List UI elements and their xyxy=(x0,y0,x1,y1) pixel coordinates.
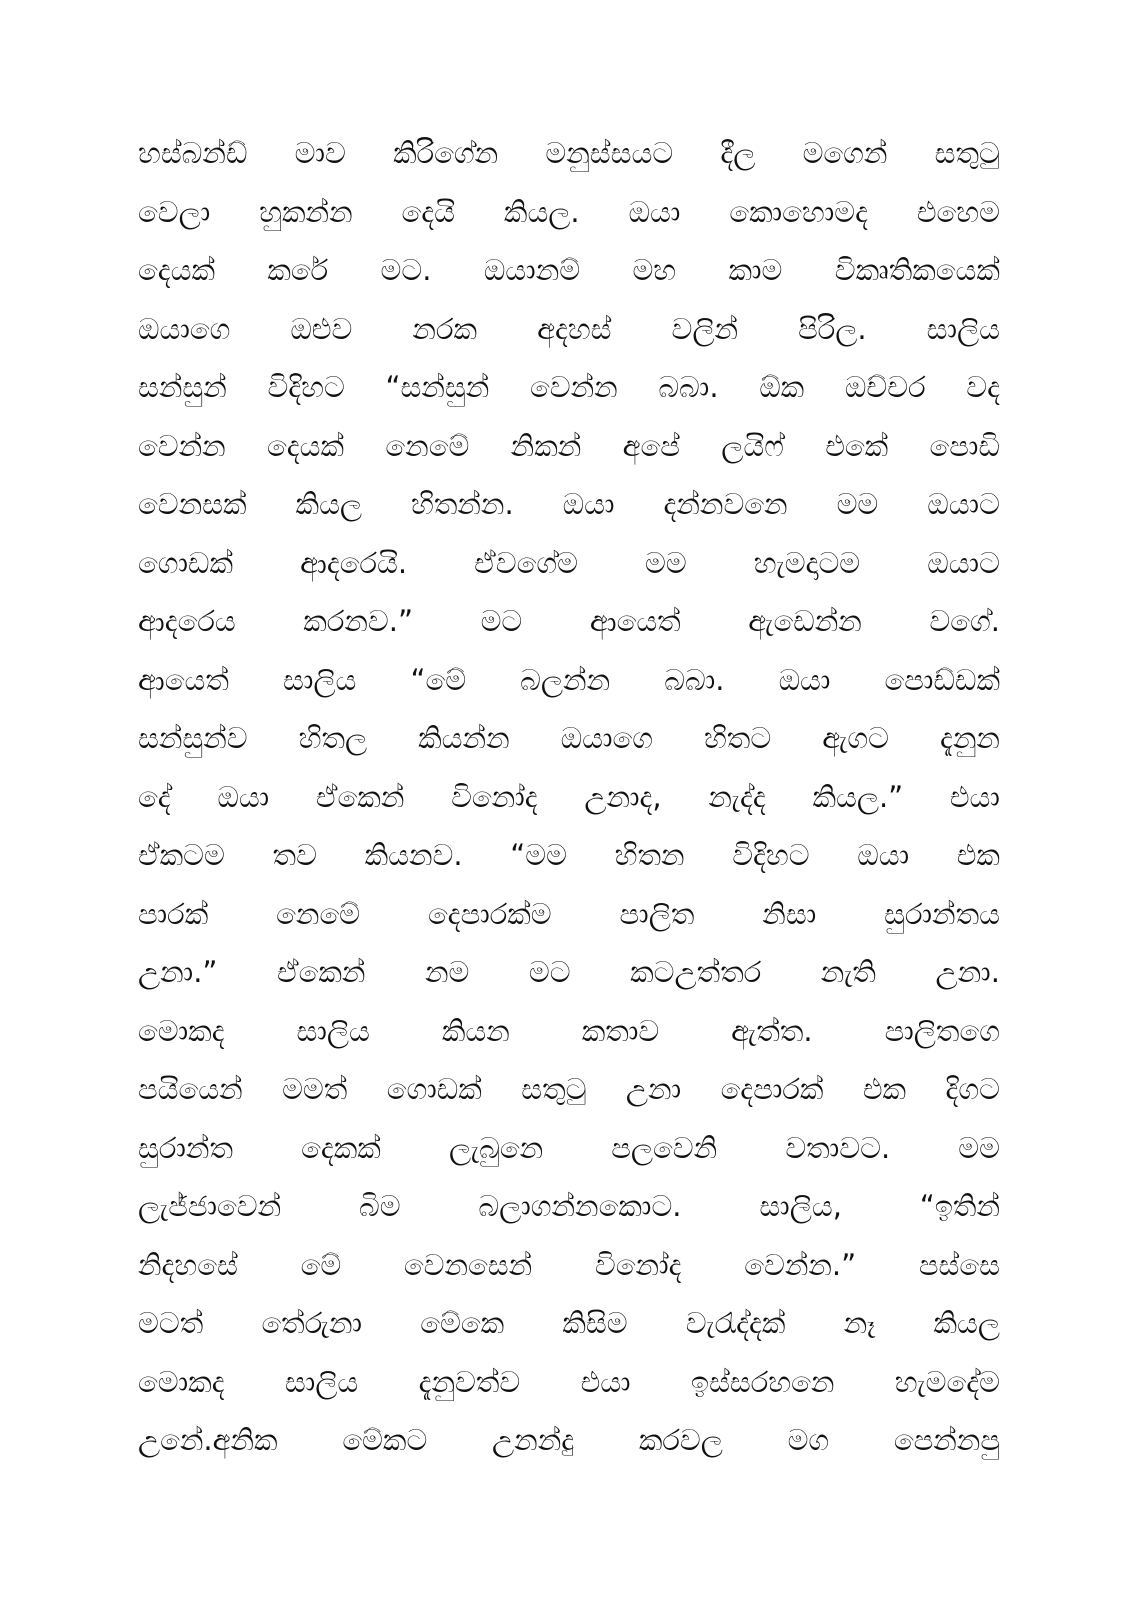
text-line xyxy=(138,780,1000,839)
word: ඔයානම් xyxy=(483,253,581,287)
text-line xyxy=(138,1248,1000,1307)
word: ඔයා xyxy=(217,779,270,814)
word: සන්සුන්ව xyxy=(138,721,248,755)
word: පලවෙනි xyxy=(611,1130,718,1165)
word: කියල. xyxy=(503,194,580,229)
word: ඔයා xyxy=(562,487,615,521)
text-line xyxy=(138,1423,1000,1482)
word: ඒවගේම xyxy=(474,545,578,580)
word: කියනව. xyxy=(364,838,463,872)
word: හිතන xyxy=(614,838,685,872)
word: මොකද xyxy=(138,1364,225,1399)
word: බලාගන්නකොට. xyxy=(478,1189,682,1223)
text-line xyxy=(138,955,1000,1014)
word: ඔයාට xyxy=(927,545,1000,580)
word: ඔයා xyxy=(628,194,681,229)
word: වෙන්න.” xyxy=(744,1247,857,1282)
word: හස්බන්ඩ් xyxy=(138,136,248,170)
word: ඒකටම xyxy=(138,838,225,872)
word: මොකද xyxy=(138,1013,225,1048)
word: කියන්න xyxy=(418,721,510,755)
word: වෙලා xyxy=(138,194,211,229)
word: ඔයා xyxy=(778,662,831,697)
word: හිතට xyxy=(703,721,772,755)
word: මග xyxy=(787,1423,830,1457)
word: දැනුවත්ව xyxy=(418,1364,521,1399)
word: පොඩ්ඩක් xyxy=(884,662,1000,697)
word: නෙමේ xyxy=(385,428,470,463)
word: ඒකෙන් xyxy=(315,779,405,814)
word: මම xyxy=(836,487,879,521)
word: වද xyxy=(966,370,1000,404)
word: හැමදේම xyxy=(894,1364,1000,1399)
word: පාරක් xyxy=(138,896,209,931)
word: සාලිය xyxy=(926,311,1000,346)
word: මට xyxy=(480,604,523,638)
word: සාලිය xyxy=(282,662,357,697)
word: වෙනසක් xyxy=(138,487,247,521)
word: සාලිය xyxy=(296,1013,370,1048)
word: මම xyxy=(645,545,687,580)
text-line xyxy=(138,1131,1000,1190)
word: තේරුනා xyxy=(261,1306,363,1340)
word: විදිහට xyxy=(267,370,345,404)
word: එකේ xyxy=(825,428,889,463)
word: මට. xyxy=(380,253,432,287)
word: එක xyxy=(956,838,1000,872)
word: කියන xyxy=(441,1013,510,1048)
word: එයා xyxy=(580,1364,631,1399)
word: කටඋත්තර xyxy=(630,955,762,989)
word: මහ xyxy=(632,253,677,287)
word: දෙපාරක්ම xyxy=(427,896,552,931)
word: ආයෙත් xyxy=(138,662,229,697)
word: ලැජ්ජාවෙන් xyxy=(138,1189,282,1223)
word: නරක xyxy=(412,311,478,346)
word: මනුස්සයට xyxy=(545,136,674,170)
word: ඇගට xyxy=(822,721,889,755)
word: උනන්දු xyxy=(492,1423,575,1457)
word: කරවල xyxy=(638,1423,723,1457)
word: වෙන්න xyxy=(529,370,618,404)
word: වෙනසෙන් xyxy=(403,1247,533,1282)
word: නිකන් xyxy=(510,428,582,463)
word: කියල xyxy=(295,487,363,521)
word: ඇඩෙන්න xyxy=(748,604,862,638)
word: කරේ xyxy=(267,253,329,287)
word: දන්නවනෙ xyxy=(663,487,788,521)
word: පාලිත xyxy=(619,896,695,931)
word: නිදහසේ xyxy=(138,1247,238,1282)
word: උනාද, xyxy=(584,779,662,814)
word: ඔයා xyxy=(857,838,910,872)
word: පයියෙන් xyxy=(138,1072,243,1106)
word: මේ xyxy=(300,1247,342,1282)
word: මමත් xyxy=(282,1072,348,1106)
word: සුරාන්තය xyxy=(884,896,1000,931)
word: පොඩි xyxy=(929,428,1000,463)
word: හිතල xyxy=(298,721,368,755)
word: හැමදාටම xyxy=(753,545,861,580)
word: ඔයාට xyxy=(927,487,1000,521)
word: විදිහට xyxy=(732,838,810,872)
word: උනා.” xyxy=(138,955,218,989)
text-line xyxy=(138,487,1000,546)
word: මට xyxy=(528,955,571,989)
word: මේකෙ xyxy=(420,1306,505,1340)
word: වගේ. xyxy=(929,604,1000,638)
word: ලැබුනෙ xyxy=(448,1130,544,1165)
word: ගොඩක් xyxy=(138,545,234,580)
word: නෑ xyxy=(843,1306,876,1340)
word: මටත් xyxy=(138,1306,204,1340)
word: ආදරෙය xyxy=(138,604,236,638)
text-line xyxy=(138,604,1000,663)
text-line xyxy=(138,312,1000,371)
word: උනා. xyxy=(935,955,1000,989)
word: වෙන්න xyxy=(138,428,226,463)
text-line xyxy=(138,546,1000,605)
word: කාම xyxy=(728,253,783,287)
word: ආයෙත් xyxy=(589,604,681,638)
word: කරනව.” xyxy=(303,604,414,638)
word: පෙන්නපු xyxy=(893,1423,1000,1457)
word: දෙයි xyxy=(401,194,456,229)
word: කිරිගේන xyxy=(393,136,499,170)
text-line xyxy=(138,1189,1000,1248)
word: ගොඩක් xyxy=(386,1072,482,1106)
text-line xyxy=(138,1072,1000,1131)
text-line xyxy=(138,721,1000,780)
word: ඔළුව xyxy=(290,311,353,346)
text-line xyxy=(138,1014,1000,1073)
word: හුකන්න xyxy=(259,194,353,229)
word: ලයිෆ් xyxy=(721,428,784,463)
word: මේකට xyxy=(342,1423,428,1457)
word: තව xyxy=(272,838,317,872)
word: දේ xyxy=(138,779,171,814)
word: කතාව xyxy=(581,1013,660,1048)
word: විකෘතිකයෙක් xyxy=(834,253,1000,287)
word: “මම xyxy=(510,838,567,872)
word: බබා. xyxy=(664,662,725,697)
word: ඉස්සරහනෙ xyxy=(690,1364,835,1399)
word: විනෝද xyxy=(594,1247,682,1282)
word: පාලිතගෙ xyxy=(884,1013,1000,1048)
text-line xyxy=(138,136,1000,195)
word: කොහොමද xyxy=(729,194,869,229)
word: මගෙන් xyxy=(802,136,888,170)
word: බබා. xyxy=(658,370,719,404)
word: සාලිය, xyxy=(759,1189,842,1223)
word: අපේ xyxy=(622,428,680,463)
word: කියල.” xyxy=(812,779,904,814)
word: සාලිය xyxy=(284,1364,359,1399)
word: එයා xyxy=(949,779,1000,814)
word: සතුටු xyxy=(521,1072,587,1106)
word: ඔයාගෙ xyxy=(138,311,231,346)
text-line xyxy=(138,195,1000,254)
word: අදහස් xyxy=(537,311,612,346)
word: ඇත්ත. xyxy=(731,1013,813,1048)
word: පස්සෙ xyxy=(918,1247,1000,1282)
word: මම xyxy=(958,1130,1000,1165)
word: උනේ.අනික xyxy=(138,1423,278,1457)
word: දෙකක් xyxy=(301,1130,381,1165)
word: එහෙම xyxy=(916,194,1000,229)
word: ඔයාගෙ xyxy=(560,721,653,755)
word: මාව xyxy=(294,136,346,170)
body-text xyxy=(138,136,1000,1482)
text-line xyxy=(138,1306,1000,1365)
word: “සන්සුන් xyxy=(385,370,490,404)
word: දෙයක් xyxy=(267,428,345,463)
word: වතාවට. xyxy=(785,1130,891,1165)
word: දිගට xyxy=(945,1072,1000,1106)
text-line xyxy=(138,370,1000,429)
word: “ඉතින් xyxy=(919,1189,1000,1223)
word: නෙමේ xyxy=(276,896,361,931)
word: සතුටු xyxy=(934,136,1000,170)
word: ඒකෙන් xyxy=(276,955,366,989)
word: වැරැද්දක් xyxy=(685,1306,786,1340)
word: දීල xyxy=(720,136,756,170)
word: ඕක xyxy=(759,370,805,404)
word: බලන්න xyxy=(520,662,611,697)
word: දෙපාරක් xyxy=(720,1072,824,1106)
word: දෙයක් xyxy=(138,253,216,287)
text-line xyxy=(138,429,1000,488)
word: සන්සුන් xyxy=(138,370,227,404)
word: කිසිම xyxy=(562,1306,628,1340)
word: උනා xyxy=(625,1072,682,1106)
word: කියල xyxy=(933,1306,1000,1340)
word: ඔච්චර xyxy=(844,370,926,404)
word: නැද්ද xyxy=(708,779,766,814)
word: හිතන්න. xyxy=(411,487,514,521)
text-line xyxy=(138,897,1000,956)
word: නිසා xyxy=(762,896,817,931)
text-line xyxy=(138,253,1000,312)
word: දැනුන xyxy=(939,721,1000,755)
text-line xyxy=(138,838,1000,897)
word: එක xyxy=(862,1072,907,1106)
word: විනෝද xyxy=(451,779,538,814)
text-line xyxy=(138,663,1000,722)
word: “මේ xyxy=(410,662,467,697)
text-line xyxy=(138,1365,1000,1424)
word: ආදරෙයි. xyxy=(300,545,408,580)
word: පිරිල. xyxy=(798,311,867,346)
word: වලින් xyxy=(671,311,739,346)
word: නම xyxy=(424,955,470,989)
word: නැති xyxy=(820,955,876,989)
word: බිම xyxy=(358,1189,401,1223)
word: සුරාන්ත xyxy=(138,1130,234,1165)
